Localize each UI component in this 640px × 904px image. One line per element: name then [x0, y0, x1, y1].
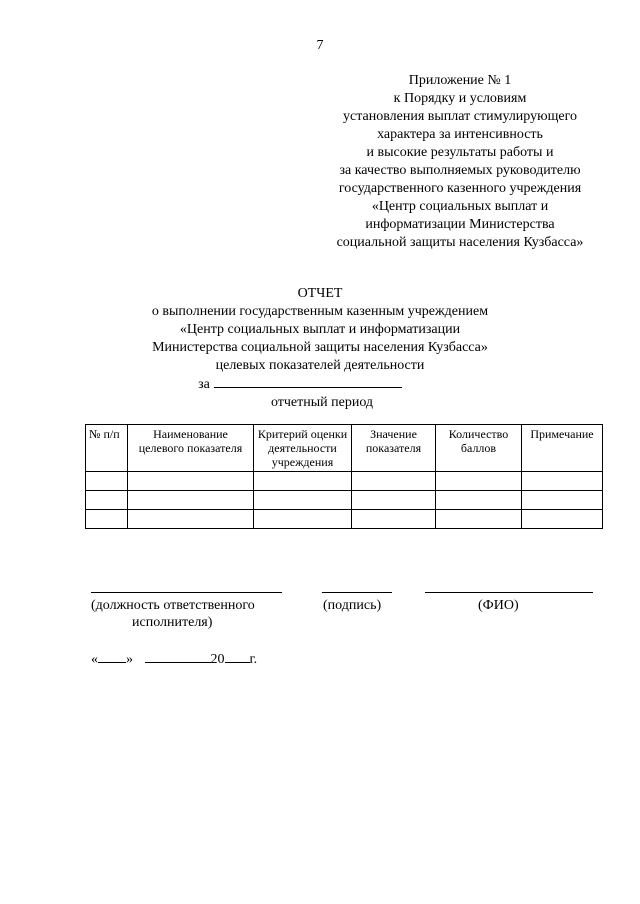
name-signature-line	[425, 592, 593, 593]
date-row	[91, 650, 257, 668]
table-cell	[352, 491, 436, 510]
appendix-line: характера за интенсивность	[377, 127, 543, 142]
report-subtitle-line: «Центр социальных выплат и информатизации	[179, 322, 461, 337]
table-cell	[254, 472, 352, 491]
report-heading	[0, 285, 640, 412]
appendix-line: Приложение № 1	[408, 73, 512, 88]
appendix-line: установления выплат стимулирующего	[343, 109, 577, 124]
table-cell	[128, 491, 254, 510]
appendix-line: «Центр социальных выплат и	[371, 199, 549, 214]
appendix-line: за качество выполняемых руководителю	[339, 163, 581, 178]
table-cell	[128, 510, 254, 529]
year-blank	[225, 650, 250, 663]
position-signature-line	[91, 592, 282, 593]
table-header-cell: Критерий оценки деятельности учреждения	[254, 425, 352, 472]
table-row	[86, 510, 603, 529]
appendix-line: государственного казенного учреждения	[338, 181, 582, 196]
period-row	[0, 375, 640, 394]
year-prefix: 20	[210, 652, 225, 667]
report-subtitle-line: о выполнении государственным казенным учреждением	[151, 304, 489, 319]
period-label: отчетный период	[270, 395, 374, 410]
table-cell	[352, 472, 436, 491]
table-header-cell: Примечание	[522, 425, 603, 472]
day-blank	[98, 650, 126, 663]
table-cell	[86, 472, 128, 491]
appendix-line: к Порядку и условиям	[393, 91, 527, 106]
period-blank-line	[214, 375, 402, 388]
year-suffix: г.	[249, 652, 258, 667]
table-cell	[86, 510, 128, 529]
table-cell	[522, 472, 603, 491]
table-cell	[352, 510, 436, 529]
table-cell	[436, 510, 522, 529]
table-cell	[436, 491, 522, 510]
table-header-cell: № п/п	[86, 425, 128, 472]
report-subtitle-line: Министерства социальной защиты населения Кузбасса»	[152, 340, 488, 355]
report-title: ОТЧЕТ	[297, 286, 343, 301]
appendix-line: информатизации Министерства	[365, 217, 555, 232]
table-cell	[254, 510, 352, 529]
appendix-line: социальной защиты населения Кузбасса»	[336, 235, 584, 250]
date-close-quote: »	[126, 652, 133, 667]
table-row	[86, 472, 603, 491]
signature-line	[322, 592, 392, 593]
table-header-cell: Наименование целевого показателя	[128, 425, 254, 472]
table-header-cell: Количество баллов	[436, 425, 522, 472]
position-label-continued: исполнителя)	[132, 615, 213, 630]
period-prefix: за	[198, 377, 210, 392]
table-cell	[522, 510, 603, 529]
signature-label: (подпись)	[323, 598, 382, 613]
table-row	[86, 491, 603, 510]
table-cell	[128, 472, 254, 491]
appendix-line: и высокие результаты работы и	[366, 145, 554, 160]
name-label: (ФИО)	[478, 598, 519, 613]
table-cell	[254, 491, 352, 510]
table-cell	[436, 472, 522, 491]
date-open-quote: «	[91, 652, 98, 667]
indicators-table	[85, 424, 603, 529]
month-blank	[145, 650, 211, 663]
table-header-cell: Значение показателя	[352, 425, 436, 472]
appendix-header	[300, 72, 620, 252]
page-number: 7	[316, 38, 324, 53]
report-subtitle-line: целевых показателей деятельности	[215, 358, 425, 373]
table-cell	[86, 491, 128, 510]
table-header-row	[86, 425, 603, 472]
table-cell	[522, 491, 603, 510]
position-label: (должность ответственного	[91, 598, 255, 613]
